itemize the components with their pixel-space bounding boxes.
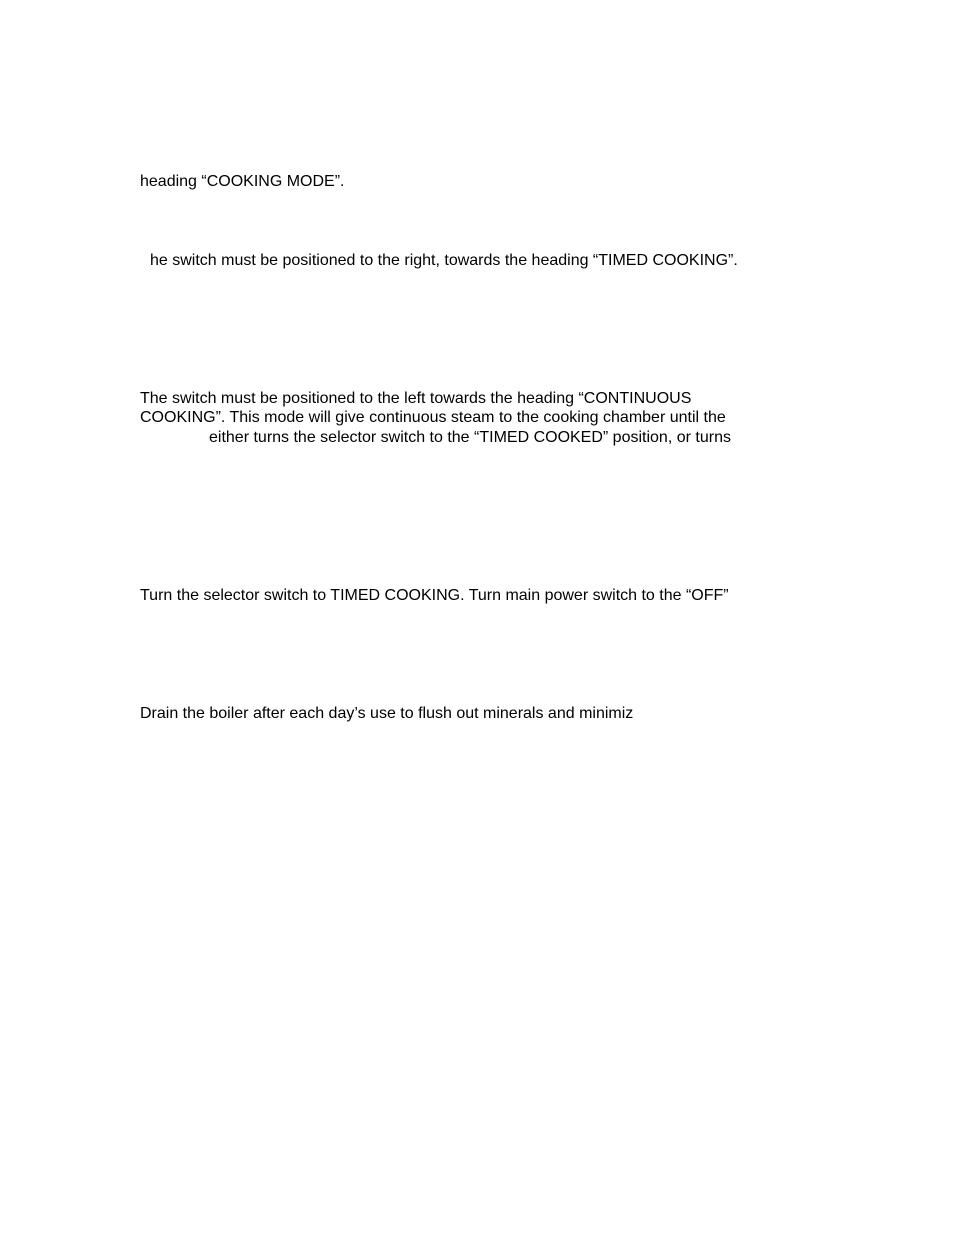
- text-line-shutdown: Turn the selector switch to TIMED COOKING. Turn main power switch to the “OFF”: [140, 587, 729, 604]
- text-line-continuous-cooking-3: either turns the selector switch to the “TIMED COOKED” position, or turns: [209, 429, 731, 446]
- text-line-cooking-mode-heading: heading “COOKING MODE”.: [140, 173, 345, 190]
- text-line-continuous-cooking-1: The switch must be positioned to the left towards the heading “CONTINUOUS: [140, 390, 692, 407]
- text-line-drain-boiler: Drain the boiler after each day’s use to flush out minerals and minimiz: [140, 705, 634, 722]
- text-line-timed-cooking: he switch must be positioned to the right, towards the heading “TIMED COOKING”.: [150, 252, 738, 269]
- text-line-continuous-cooking-2: COOKING”. This mode will give continuous steam to the cooking chamber until the: [140, 409, 726, 426]
